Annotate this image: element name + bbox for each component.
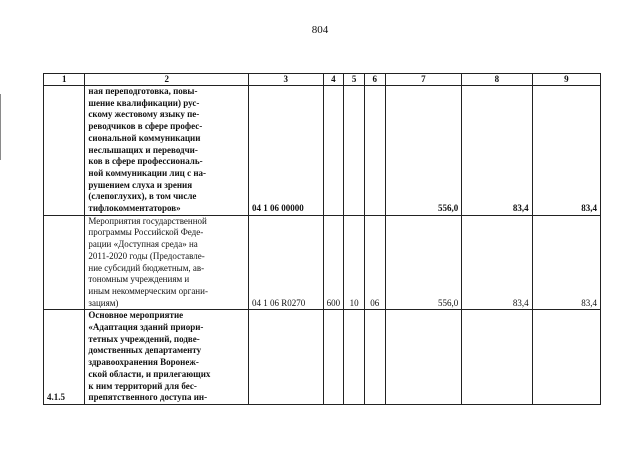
row-name-line: ная переподготовка, повы-: [88, 86, 198, 96]
row-name-line: программы Российской Феде-: [88, 227, 204, 238]
column-header: 8: [462, 74, 532, 86]
row-number: [44, 215, 85, 310]
row-name-line: шение квалификации) рус-: [88, 97, 200, 108]
row-name-line: сиональной коммуникации: [88, 132, 201, 143]
amount-col7: 556,0: [385, 215, 462, 310]
budget-code: 04 1 06 R0270: [248, 215, 323, 310]
row-name-line: неслышащих и переводчи-: [88, 144, 198, 155]
expense-type-code: [323, 310, 344, 405]
scan-margin-mark: [0, 94, 1, 160]
budget-code: 04 1 06 00000: [248, 86, 323, 216]
row-name: [85, 215, 249, 310]
row-name-line: препятственного доступа ин-: [88, 392, 208, 403]
subsection-code: [364, 310, 385, 405]
section-code: [344, 86, 365, 216]
amount-col9: [532, 310, 600, 405]
row-name-line: иным некоммерческим органи-: [88, 285, 208, 296]
row-name-line: тономным учреждениям и: [88, 274, 190, 285]
row-name-line: Основное мероприятие: [88, 310, 184, 321]
row-name: [85, 310, 249, 405]
amount-col8: 83,4: [462, 86, 532, 216]
row-name-line: рушением слуха и зрения: [88, 179, 193, 190]
column-header: 1: [44, 74, 85, 86]
amount-col9: 83,4: [532, 215, 600, 310]
page-number: 804: [311, 24, 329, 36]
row-name-line: к ним территорий для бес-: [88, 380, 197, 391]
expense-type-code: 600: [323, 215, 344, 310]
amount-col7: 556,0: [385, 86, 462, 216]
table-row: [44, 215, 601, 310]
budget-code: [248, 310, 323, 405]
column-header: 4: [323, 74, 344, 86]
amount-col8: [462, 310, 532, 405]
subsection-code: 06: [364, 215, 385, 310]
column-header: 5: [344, 74, 365, 86]
row-name-line: здравоохранения Воронеж-: [88, 357, 199, 368]
column-header: 2: [85, 74, 249, 86]
row-name-line: ние субсидий бюджетным, ав-: [88, 262, 205, 273]
row-name-line: скому жестовому языку пе-: [88, 109, 200, 120]
section-code: 10: [344, 215, 365, 310]
row-name-line: «Адаптация зданий приори-: [88, 322, 204, 333]
row-number: 4.1.5: [44, 310, 85, 405]
row-name-line: тифлокомментаторов»: [88, 203, 181, 214]
column-header: 9: [532, 74, 600, 86]
row-name-line: зациям): [88, 297, 119, 308]
row-name-line: ной коммуникации лиц с на-: [88, 167, 207, 178]
table-row: [44, 310, 601, 405]
row-name-line: тетных учреждений, подве-: [88, 333, 200, 344]
amount-col7: [385, 310, 462, 405]
amount-col9: 83,4: [532, 86, 600, 216]
row-name-line: 2011-2020 годы (Предоставле-: [88, 250, 205, 261]
row-name-line: ков в сфере профессиональ-: [88, 156, 203, 167]
table-header-row: [44, 74, 601, 86]
expense-type-code: [323, 86, 344, 216]
row-name-line: домственных департаменту: [88, 345, 202, 356]
row-name-line: реводчиков в сфере профес-: [88, 121, 203, 132]
section-code: [344, 310, 365, 405]
table-row: [44, 86, 601, 216]
row-number: [44, 86, 85, 216]
amount-col8: 83,4: [462, 215, 532, 310]
row-name-line: ской области, и прилегающих: [88, 368, 211, 379]
budget-table: [43, 73, 601, 405]
column-header: 3: [248, 74, 323, 86]
row-name-line: (слепоглухих), в том числе: [88, 191, 197, 202]
column-header: 6: [364, 74, 385, 86]
row-name-line: Мероприятия государственной: [88, 215, 207, 226]
row-name-line: рации «Доступная среда» на: [88, 239, 198, 250]
subsection-code: [364, 86, 385, 216]
column-header: 7: [385, 74, 462, 86]
row-name: [85, 86, 249, 216]
